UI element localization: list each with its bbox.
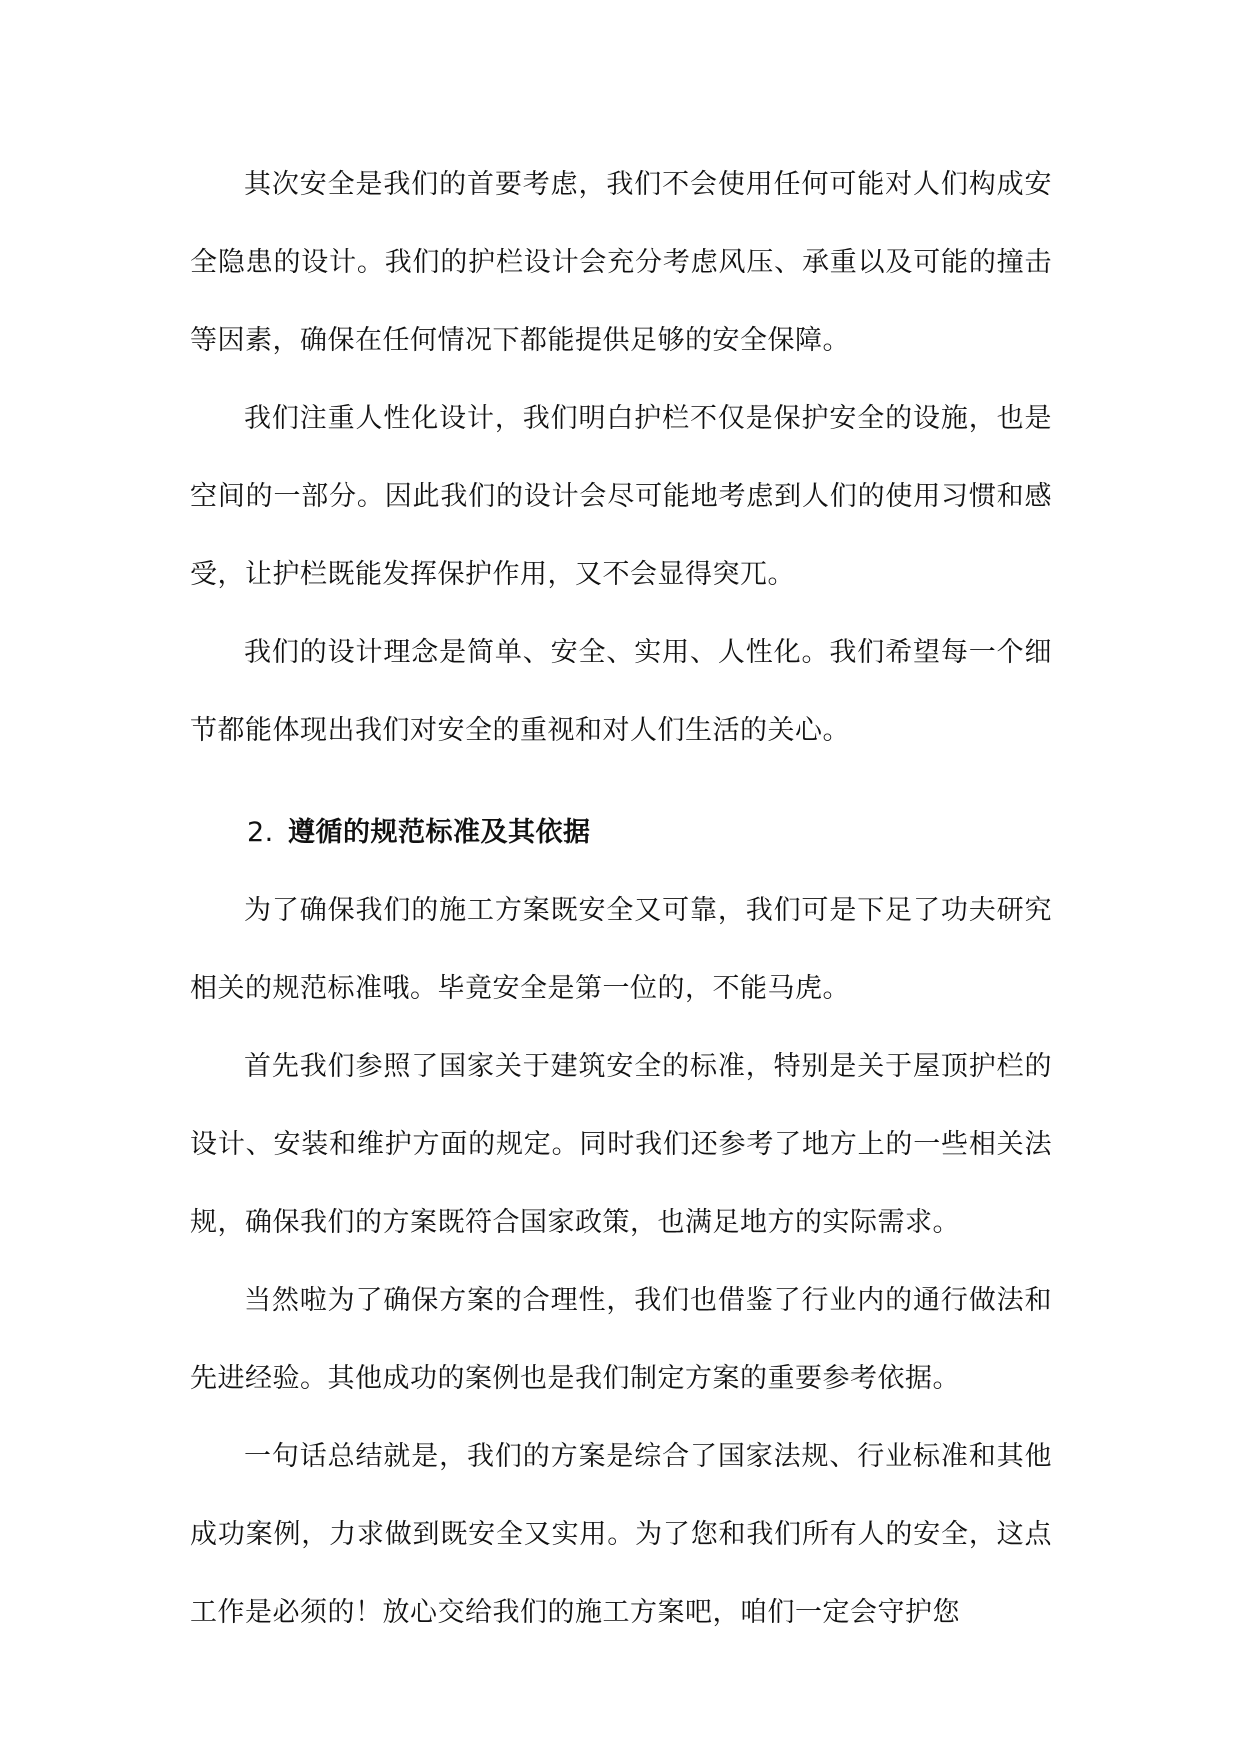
section-number: 2. <box>247 817 274 848</box>
paragraph-summary: 一句话总结就是，我们的方案是综合了国家法规、行业标准和其他成功案例，力求做到既安全又实用。为了您和我们所有人的安全，这点工作是必须的！放心交给我们的施工方案吧，咱们一定会守护您 <box>190 1441 1052 1628</box>
paragraph-industry-practice: 当然啦为了确保方案的合理性，我们也借鉴了行业内的通行做法和先进经验。其他成功的案例也是我们制定方案的重要参考依据。 <box>190 1285 1052 1394</box>
document-body <box>190 146 1052 1652</box>
paragraph-safety-first: 其次安全是我们的首要考虑，我们不会使用任何可能对人们构成安全隐患的设计。我们的护栏设计会充分考虑风压、承重以及可能的撞击等因素，确保在任何情况下都能提供足够的安全保障。 <box>190 169 1052 356</box>
section-title: 遵循的规范标准及其依据 <box>288 817 591 848</box>
paragraph-design-philosophy: 我们的设计理念是简单、安全、实用、人性化。我们希望每一个细节都能体现出我们对安全的重视和对人们生活的关心。 <box>190 637 1052 746</box>
paragraph-standards-intro: 为了确保我们的施工方案既安全又可靠，我们可是下足了功夫研究相关的规范标准哦。毕竟安全是第一位的，不能马虎。 <box>190 895 1052 1004</box>
paragraph-national-standards: 首先我们参照了国家关于建筑安全的标准，特别是关于屋顶护栏的设计、安装和维护方面的规定。同时我们还参考了地方上的一些相关法规，确保我们的方案既符合国家政策，也满足地方的实际需求。 <box>190 1051 1052 1238</box>
paragraph-human-design: 我们注重人性化设计，我们明白护栏不仅是保护安全的设施，也是空间的一部分。因此我们的设计会尽可能地考虑到人们的使用习惯和感受，让护栏既能发挥保护作用，又不会显得突兀。 <box>190 403 1052 590</box>
section-heading <box>190 794 1052 872</box>
